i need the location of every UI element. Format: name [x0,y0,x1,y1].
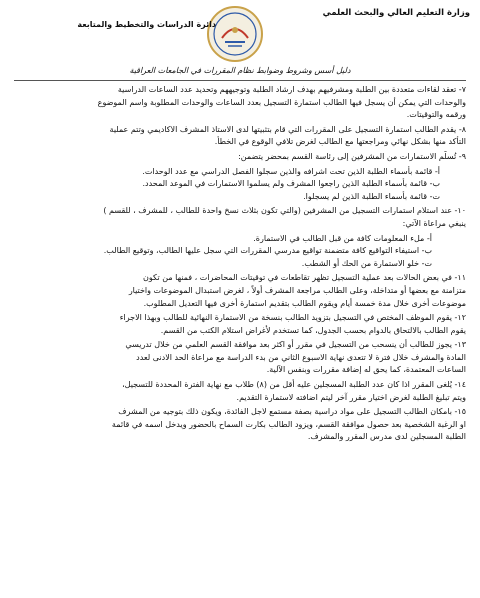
text-line: او الرغبة الشخصية بعد حصول موافقة القسم، ويزود الطالب بكارت السماح بالحضور ويدخل اسمه في قائمة [111,419,466,429]
text-line: ت- قائمة بأسماء الطلبة الذين لم يسجلوا. [303,191,440,201]
text-line: والوحدات التي يمكن أن يسجل فيها الطالب استمارة التسجيل بعدد الساعات والوحدات المطلوبة واسم الموضوع [97,97,466,107]
paragraph [14,272,466,310]
text-line: ٩- تُسلّم الاستمارات من المشرفين إلى رئاسة القسم بمحضر يتضمن: [238,151,466,161]
department-name: دائرة الدراسات والتخطيط والمتابعة [77,20,216,29]
ministry-header [320,8,470,19]
text-line: الطلبة المسجلين لدى مدرس المقرر والمشرف. [307,432,466,442]
text-line: ١٠- عند استلام استمارات التسجيل من المشرفين (والتي تكون بثلاث نسخ واحدة للطالب ، للمشرف ، للقسم ) [103,206,466,216]
text-line: موضوعات أخرى خلال مدة خمسة أيام ويقوم الطالب بتقديم استمارة أخرى فيها التعديل المطلوب. [143,298,466,308]
text-line: ت- خلو الاستمارة من الحك أو الشطب. [301,258,432,268]
paragraph [14,151,466,164]
text-line: ١٢- يقوم الموظف المختص في التسجيل بتزويد الطالب بنسخة من الاستمارة النهائية للطالب وبهذا الاجراء [119,313,466,323]
text-line: أ- قائمة بأسماء الطلبة الذين تحت اشرافه والذين سجلوا الفصل الدراسي مع عدد الوحدات. [142,166,440,176]
text-line: المادة والمشرف خلال فترة لا تتعدى نهاية الاسبوع الثاني من بدء الدراسة مع مراعاة الحد الادنى لعدد [136,352,466,362]
text-line: ب- قائمة بأسماء الطلبة الذين راجعوا المشرف ولم يسلموا الاستمارات في الموعد المحدد. [142,179,440,189]
paragraph [14,312,466,337]
text-line: ١١- في بعض الحالات بعد عملية التسجيل تظهر تقاطعات في توقيتات المحاضرات ، فمنها من تكون [143,273,466,283]
text-line: ويتم تبليغ الطلبة لغرض اختيار مقرر آخر ليتم اضافته لاستمارة التقديم. [236,392,466,402]
paragraph [14,406,466,444]
header-divider [14,80,466,81]
text-line: أ- ملء المعلومات كافة من قبل الطالب في الاستمارة. [253,233,432,243]
text-line: ب- استيفاء التواقيع كافة متضمنة تواقيع مدرسي المقررات التي سجل عليها الطالب، وتوقيع الطالب. [103,246,432,256]
paragraph [14,379,466,404]
ministry-logo-icon [206,4,264,64]
paragraph [14,124,466,149]
paragraph [14,84,466,122]
text-line: ٧- تعقد لقاءات متعددة بين الطلبة ومشرفيهم بهدف ارشاد الطلبة وتوجيههم وتحديد عدد الساعات الدراسية [117,85,466,94]
text-line: متزامنة مع بعضها أو متداخلة، وعلى الطالب مراجعة المشرف أولاً ، لغرض استبدال الموضوعات واختيار [128,285,466,295]
text-line: ١٤- يُلغى المقرر اذا كان عدد الطلبة المسجلين عليه أقل من (٨) طلاب مع نهاية الفترة المحددة للتسجيل، [122,380,466,390]
text-line: ورقمه والتوقيتات. [406,110,466,120]
ministry-name: وزارة التعليم العالي والبحث العلمي [322,8,470,18]
text-line: ٨- يقدم الطالب استمارة التسجيل على المقررات التي قام بتثبيتها لدى الاستاذ المشرف الاكاديمي وتتم عملية [109,124,466,134]
department-header [66,20,216,30]
document-subtitle: دليل أسس وشروط وضوابط نظام المقررات في الجامعات العراقية [129,66,351,75]
text-line: ١٥- بامكان الطالب التسجيل على مواد دراسية بصفة مستمع لاجل الفائدة، ويكون ذلك بتوجيه من المشرف [118,407,466,417]
paragraph [14,205,466,230]
paragraph [14,339,466,377]
text-line: ١٣- يجوز للطالب أن ينسحب من التسجيل في مقرر أو اكثر بعد موافقة القسم العلمي من خلال تدريسي [125,340,466,350]
text-line: ينبغي مراعاة الآتي: [402,218,466,228]
text-line: الساعات المعتمدة، كما يحق له إضافة مقررات وبنفس الآلية. [266,365,466,375]
document-body [14,84,466,446]
text-line: التأكد منها بشكل نهائي ومراجعتها مع الطالب لغرض تلافي الوقوع في الخطأ. [214,137,466,147]
paragraph [14,166,466,204]
paragraph [14,233,466,271]
text-line: يقوم الطالب بالالتحاق بالدوام بحسب الجدول، كما تستخدم لأغراض استلام الكتب من القسم. [160,325,466,335]
